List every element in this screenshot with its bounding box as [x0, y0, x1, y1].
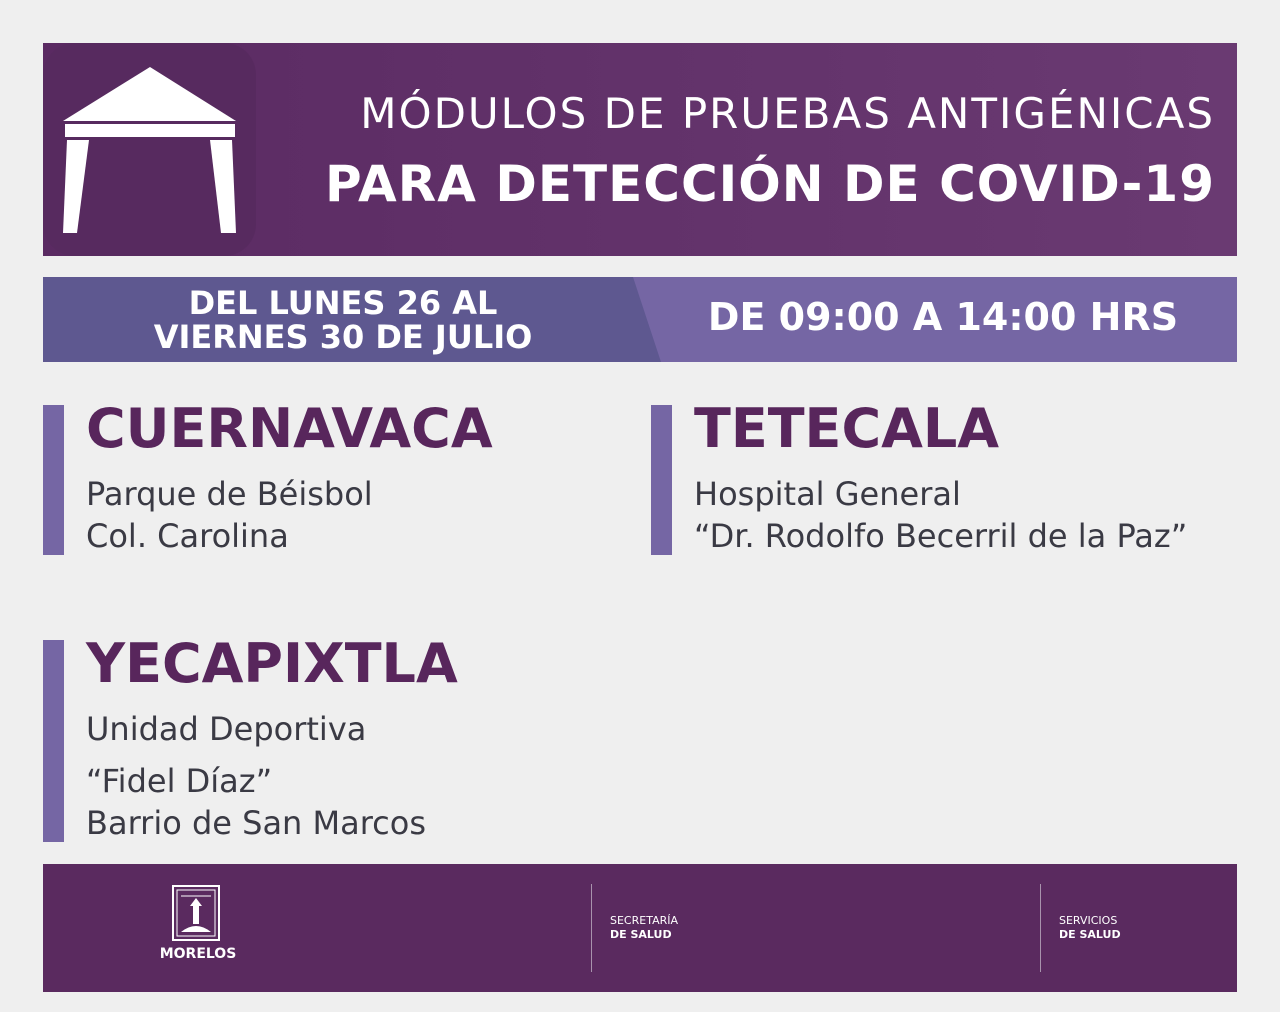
title-line-1: MÓDULOS DE PRUEBAS ANTIGÉNICAS — [360, 89, 1215, 138]
secretaria-line-1: SECRETARÍA — [610, 914, 679, 927]
tent-icon-box — [43, 43, 256, 256]
location-line: “Dr. Rodolfo Becerril de la Paz” — [694, 517, 1188, 555]
schedule-band — [43, 277, 1237, 362]
hours: DE 09:00 A 14:00 HRS — [707, 295, 1179, 339]
dates-line-2: VIERNES 30 DE JULIO — [153, 318, 533, 356]
location-accent-bar — [43, 640, 64, 842]
servicios-line-1: SERVICIOS — [1059, 914, 1118, 927]
dates-line-1: DEL LUNES 26 AL — [188, 284, 498, 322]
footer-divider — [591, 884, 592, 972]
servicios-line-2: DE SALUD — [1059, 928, 1121, 941]
footer — [43, 864, 1237, 992]
secretaria-salud-logo — [610, 914, 678, 942]
morelos-crest-icon — [171, 884, 221, 942]
header-banner — [43, 43, 1237, 256]
location-line: Hospital General — [694, 475, 961, 513]
morelos-label: MORELOS — [159, 946, 237, 962]
location-line: “Fidel Díaz” — [86, 762, 273, 800]
servicios-salud-logo — [1059, 914, 1121, 942]
location-line: Col. Carolina — [86, 517, 289, 555]
location-line: Barrio de San Marcos — [86, 804, 427, 842]
secretaria-line-2: DE SALUD — [610, 928, 672, 941]
footer-divider — [1040, 884, 1041, 972]
location-accent-bar — [651, 405, 672, 555]
location-line: Parque de Béisbol — [86, 475, 373, 513]
location-name: CUERNAVACA — [86, 397, 493, 460]
title-line-2: PARA DETECCIÓN DE COVID-19 — [324, 155, 1215, 213]
tent-icon — [43, 43, 256, 256]
location-accent-bar — [43, 405, 64, 555]
location-line: Unidad Deportiva — [86, 710, 367, 748]
location-name: YECAPIXTLA — [86, 632, 458, 695]
dates — [43, 286, 643, 354]
location-name: TETECALA — [694, 397, 1000, 460]
